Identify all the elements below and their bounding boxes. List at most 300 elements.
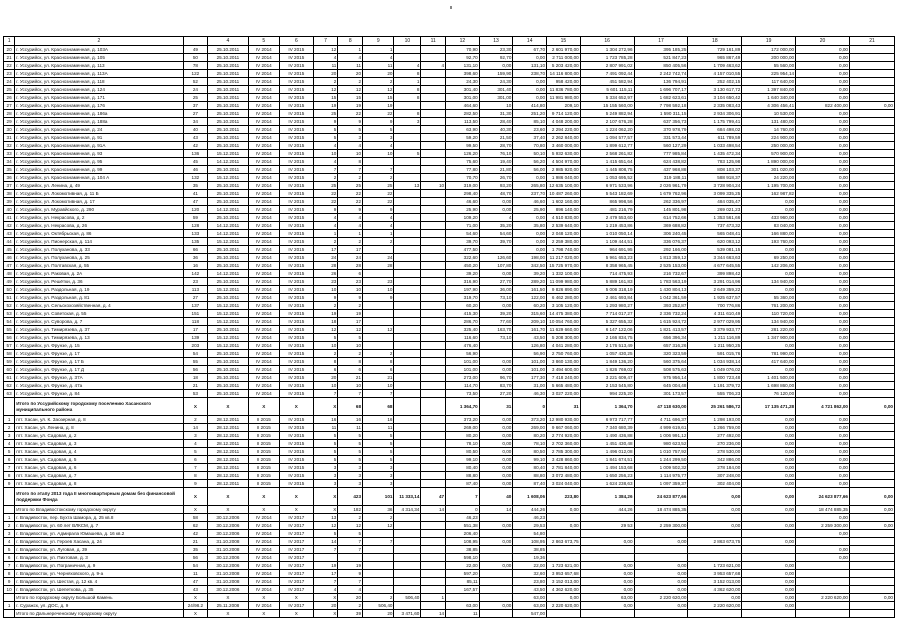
table-cell: 21,50 bbox=[479, 134, 513, 142]
table-cell: 965 867,49 bbox=[688, 54, 742, 62]
table-cell: 1 094 577,57 bbox=[580, 134, 634, 142]
table-cell: 114,70 bbox=[446, 382, 480, 390]
table-cell: 0,00 bbox=[479, 432, 513, 440]
table-cell: 2 259 380,00 bbox=[547, 238, 581, 246]
table-cell: 30.12.2006 bbox=[208, 530, 248, 538]
table-cell: 25.10.2011 bbox=[208, 358, 248, 366]
table-cell bbox=[421, 126, 446, 134]
table-cell: IV 2015 bbox=[280, 78, 314, 86]
table-cell: 5 249 882,94 bbox=[580, 110, 634, 118]
table-cell: X bbox=[183, 488, 208, 506]
table-cell: 23,80 bbox=[513, 578, 547, 586]
table-cell: IV 2015 bbox=[280, 334, 314, 342]
table-cell: 0,00 bbox=[796, 432, 850, 440]
table-cell: 19 bbox=[313, 310, 338, 318]
table-cell: 1 010 757,92 bbox=[634, 448, 688, 456]
table-cell: 24 bbox=[313, 254, 338, 262]
table-cell: 2 262 840,00 bbox=[547, 134, 581, 142]
table-cell: пгт. Хасан, ул. Садовая, д. 4 bbox=[15, 448, 183, 456]
table-cell: 60 bbox=[4, 366, 15, 374]
table-cell: 23 bbox=[4, 70, 15, 78]
table-cell: 20 bbox=[338, 70, 363, 78]
table-cell bbox=[394, 562, 421, 570]
table-row bbox=[4, 610, 895, 618]
table-cell: 193 760,00 bbox=[742, 238, 796, 246]
table-cell: 73,50 bbox=[446, 390, 480, 398]
table-cell: 36 bbox=[363, 506, 394, 514]
table-cell bbox=[394, 342, 421, 350]
table-cell: 2 336 732,24 bbox=[634, 310, 688, 318]
table-cell: 19 bbox=[313, 562, 338, 570]
table-cell: 7 bbox=[313, 390, 338, 398]
table-cell: IV 2015 bbox=[280, 302, 314, 310]
table-cell: 0,00 bbox=[796, 318, 850, 326]
table-cell: 198,00 bbox=[513, 254, 547, 262]
column-header: 17 bbox=[634, 37, 688, 46]
table-cell: IV 2015 bbox=[280, 110, 314, 118]
table-cell: 46,60 bbox=[446, 198, 480, 206]
table-cell: IV 2014 bbox=[248, 358, 279, 366]
table-cell: 22 bbox=[313, 190, 338, 198]
table-cell: 0,00 bbox=[547, 522, 581, 530]
table-cell: 964 691,95 bbox=[580, 246, 634, 254]
table-cell: 1 097 359,37 bbox=[634, 480, 688, 488]
table-cell: 5 bbox=[183, 448, 208, 456]
table-cell: г. Уссурийск, ул. Фрунзе, д. 47а bbox=[15, 382, 183, 390]
table-cell: 47 bbox=[183, 198, 208, 206]
table-cell: 0,00 bbox=[849, 506, 894, 514]
table-cell: IV 2015 bbox=[280, 134, 314, 142]
table-cell: 40,30 bbox=[479, 126, 513, 134]
table-cell: 52 bbox=[183, 78, 208, 86]
table-cell: 3 024 040,00 bbox=[547, 480, 581, 488]
table-cell: 0,00 bbox=[796, 262, 850, 270]
table-cell: IV 2015 bbox=[280, 382, 314, 390]
table-cell: IV 2014 bbox=[248, 578, 279, 586]
table-cell: 34 bbox=[183, 118, 208, 126]
table-cell: IV 2014 bbox=[248, 270, 279, 278]
table-cell: IV 2015 bbox=[280, 366, 314, 374]
table-cell bbox=[849, 142, 894, 150]
table-cell: г. Уссурийск, ул. Тимирязева, д. 37 bbox=[15, 326, 183, 334]
table-cell: 1 925 637,57 bbox=[688, 294, 742, 302]
table-cell bbox=[634, 546, 688, 554]
table-cell: г. Уссурийск, ул. Полтавская, д. 55 bbox=[15, 262, 183, 270]
table-cell: 0,00 bbox=[479, 522, 513, 530]
table-cell: 11 333,14 bbox=[394, 488, 421, 506]
table-cell bbox=[394, 480, 421, 488]
table-cell: 80,50 bbox=[446, 448, 480, 456]
table-cell: 2 bbox=[4, 424, 15, 432]
table-cell: 325,40 bbox=[446, 326, 480, 334]
table-cell: 2 750 760,00 bbox=[547, 350, 581, 358]
table-cell: 12 bbox=[313, 46, 338, 54]
table-cell: 9 bbox=[363, 118, 394, 126]
table-cell: 5 bbox=[313, 134, 338, 142]
table-cell: IV 2014 bbox=[248, 158, 279, 166]
table-cell: 1 640 340,00 bbox=[742, 94, 796, 102]
table-cell: 0,00 bbox=[742, 246, 796, 254]
table-cell: 0,00 bbox=[796, 78, 850, 86]
total-row bbox=[4, 488, 895, 506]
table-cell: 277 492,00 bbox=[688, 432, 742, 440]
table-row bbox=[4, 464, 895, 472]
table-cell bbox=[363, 342, 394, 350]
table-cell: 25.10.2011 bbox=[208, 118, 248, 126]
table-cell bbox=[849, 416, 894, 424]
table-cell: 0,00 bbox=[796, 118, 850, 126]
table-cell bbox=[313, 554, 338, 562]
table-cell: IV 2014 bbox=[248, 126, 279, 134]
table-cell: 5 932 630,00 bbox=[547, 150, 581, 158]
table-cell: 19,36 bbox=[513, 554, 547, 562]
table-cell: 0,00 bbox=[796, 86, 850, 94]
table-cell: IV 2017 bbox=[280, 562, 314, 570]
table-cell: 1 006 991,12 bbox=[634, 432, 688, 440]
table-cell: 289,20 bbox=[513, 278, 547, 286]
table-cell: г. Уссурийск, ул. Краснознаменная, д. 93 bbox=[15, 150, 183, 158]
table-cell: 56 bbox=[183, 366, 208, 374]
table-cell: 0,00 bbox=[849, 522, 894, 530]
table-cell: II 2015 bbox=[248, 416, 279, 424]
column-header: 4 bbox=[208, 37, 248, 46]
table-cell: 1 494 153,68 bbox=[580, 464, 634, 472]
table-cell: 1 bbox=[313, 230, 338, 238]
table-cell: 25 261 586,72 bbox=[688, 398, 742, 416]
table-cell bbox=[479, 342, 513, 350]
table-cell: IV 2014 bbox=[248, 602, 279, 610]
table-cell bbox=[421, 562, 446, 570]
table-cell bbox=[421, 94, 446, 102]
table-cell: 137 bbox=[183, 302, 208, 310]
table-cell: 4 999 619,61 bbox=[634, 424, 688, 432]
table-cell: 92,70 bbox=[446, 54, 480, 62]
table-cell: г. Уссурийск, ул. Октябрьская, д. 86 bbox=[15, 230, 183, 238]
column-header: 7 bbox=[313, 37, 338, 46]
table-cell: 3 860 130,00 bbox=[547, 358, 581, 366]
table-cell: 142 bbox=[183, 270, 208, 278]
table-cell bbox=[421, 230, 446, 238]
table-cell: 2 bbox=[363, 514, 394, 522]
table-cell: 1 430 804,13 bbox=[634, 286, 688, 294]
table-cell bbox=[796, 538, 850, 546]
table-cell: X bbox=[248, 610, 279, 618]
table-cell bbox=[421, 278, 446, 286]
table-row bbox=[4, 530, 895, 538]
table-cell: IV 2014 bbox=[248, 46, 279, 54]
table-cell: 2 bbox=[4, 522, 15, 530]
table-cell: 0,00 bbox=[742, 602, 796, 610]
table-cell: 28.12.2011 bbox=[208, 480, 248, 488]
table-cell bbox=[421, 222, 446, 230]
table-cell bbox=[394, 382, 421, 390]
table-cell bbox=[479, 554, 513, 562]
table-cell: 0,00 bbox=[742, 522, 796, 530]
table-cell: 19 bbox=[338, 562, 363, 570]
table-cell: 0,00 bbox=[796, 310, 850, 318]
table-cell: 7 bbox=[338, 578, 363, 586]
table-cell bbox=[849, 86, 894, 94]
table-cell: г. Уссурийск, ул. Раздольная, д. 19 bbox=[15, 286, 183, 294]
table-cell: II 2015 bbox=[248, 424, 279, 432]
table-cell: X bbox=[208, 594, 248, 602]
table-cell: 555 706,23 bbox=[688, 390, 742, 398]
table-row bbox=[4, 382, 895, 390]
table-cell bbox=[849, 70, 894, 78]
table-cell: 4 314,34 bbox=[394, 506, 421, 514]
table-cell: 0,00 bbox=[796, 62, 850, 70]
table-cell bbox=[479, 530, 513, 538]
table-cell: 126,80 bbox=[513, 342, 547, 350]
table-row bbox=[4, 546, 895, 554]
table-cell: 269,00 bbox=[446, 424, 480, 432]
table-cell bbox=[421, 214, 446, 222]
table-cell: 209,10 bbox=[547, 102, 581, 110]
table-cell: IV 2015 bbox=[280, 342, 314, 350]
column-header: 5 bbox=[248, 37, 279, 46]
table-cell: 822 400,00 bbox=[796, 102, 850, 110]
table-cell: 16 bbox=[313, 416, 338, 424]
table-cell: IV 2014 bbox=[248, 150, 279, 158]
table-cell: 22,00 bbox=[446, 562, 480, 570]
table-cell: 0,00 bbox=[796, 334, 850, 342]
table-cell: 301,40 bbox=[446, 86, 480, 94]
table-cell: IV 2017 bbox=[280, 578, 314, 586]
table-cell: 15.12.2011 bbox=[208, 174, 248, 182]
table-cell bbox=[580, 514, 634, 522]
table-cell: 620 093,12 bbox=[688, 238, 742, 246]
table-cell: X bbox=[183, 398, 208, 416]
table-cell: 11 629 660,00 bbox=[547, 326, 581, 334]
table-cell: IV 2014 bbox=[248, 538, 279, 546]
table-cell: 2 bbox=[338, 174, 363, 182]
table-cell: 49 bbox=[183, 46, 208, 54]
table-cell: IV 2015 bbox=[280, 62, 314, 70]
column-header: 18 bbox=[688, 37, 742, 46]
table-cell: II 2015 bbox=[248, 448, 279, 456]
table-cell: 51 bbox=[4, 294, 15, 302]
table-cell: 0,00 bbox=[479, 424, 513, 432]
table-cell: 12 bbox=[363, 326, 394, 334]
table-cell: 370 978,79 bbox=[634, 126, 688, 134]
table-cell bbox=[394, 318, 421, 326]
column-header: 8 bbox=[338, 37, 363, 46]
table-cell bbox=[849, 456, 894, 464]
table-cell: 25 bbox=[338, 182, 363, 190]
table-cell: 22,00 bbox=[513, 562, 547, 570]
table-cell: 69 250,00 bbox=[742, 254, 796, 262]
table-cell: 5 bbox=[338, 440, 363, 448]
table-cell: 63,00 bbox=[446, 602, 480, 610]
table-cell: IV 2015 bbox=[280, 432, 314, 440]
table-cell: IV 2015 bbox=[280, 118, 314, 126]
table-cell: 777 985,84 bbox=[634, 150, 688, 158]
table-cell bbox=[421, 586, 446, 594]
table-row bbox=[4, 270, 895, 278]
table-cell: 117 640,00 bbox=[742, 78, 796, 86]
table-cell: 0,00 bbox=[688, 506, 742, 514]
table-cell: г. Уссурийск, ул. Ленина, д. 49 bbox=[15, 182, 183, 190]
table-cell: 9 bbox=[338, 118, 363, 126]
table-cell: 265,80 bbox=[513, 182, 547, 190]
table-cell: IV 2015 bbox=[280, 54, 314, 62]
table-cell: 28.12.2011 bbox=[208, 432, 248, 440]
table-cell: г. Владивосток, ул. Шестая, д. 12 кв. 4 bbox=[15, 578, 183, 586]
table-cell bbox=[421, 198, 446, 206]
table-cell: 0,00 bbox=[479, 562, 513, 570]
table-cell: IV 2014 bbox=[248, 254, 279, 262]
table-cell: 50,10 bbox=[513, 150, 547, 158]
table-cell: 451 582,94 bbox=[580, 78, 634, 86]
table-cell: 0,00 bbox=[796, 238, 850, 246]
table-cell bbox=[363, 158, 394, 166]
table-cell: 547,00 bbox=[513, 610, 547, 618]
column-header: 10 bbox=[394, 37, 421, 46]
table-cell bbox=[849, 62, 894, 70]
table-cell: IV 2014 bbox=[248, 230, 279, 238]
table-cell: 1 033 498,54 bbox=[688, 142, 742, 150]
table-cell: г. Уссурийск, ул. Краснознаменная, д. 91 bbox=[15, 134, 183, 142]
table-cell: г. Владивосток, ул. Пограничная, д. 9 bbox=[15, 562, 183, 570]
table-body bbox=[4, 37, 895, 618]
table-cell: IV 2014 bbox=[248, 278, 279, 286]
table-cell: пгт. Хасан, ул. Садовая, д. 2 bbox=[15, 432, 183, 440]
table-cell: 28.12.2011 bbox=[208, 448, 248, 456]
table-cell: 96,70 bbox=[479, 374, 513, 382]
table-cell: IV 2015 bbox=[280, 174, 314, 182]
table-cell: 24 220,00 bbox=[742, 174, 796, 182]
table-cell bbox=[421, 54, 446, 62]
table-cell: 18 474 885,35 bbox=[796, 506, 850, 514]
table-cell bbox=[394, 262, 421, 270]
table-cell bbox=[421, 382, 446, 390]
table-cell: 31.10.2008 bbox=[208, 570, 248, 578]
table-cell: 41 bbox=[4, 214, 15, 222]
table-cell: IV 2015 bbox=[280, 214, 314, 222]
table-cell: 20 bbox=[363, 610, 394, 618]
table-cell bbox=[394, 198, 421, 206]
table-cell: г. Уссурийск, ул. Советская, д. 55 bbox=[15, 310, 183, 318]
table-cell: 28.12.2011 bbox=[208, 456, 248, 464]
table-cell bbox=[421, 286, 446, 294]
table-row bbox=[4, 198, 895, 206]
table-cell: IV 2015 bbox=[280, 166, 314, 174]
table-cell: 25.10.2011 bbox=[208, 262, 248, 270]
table-cell: 624 438,82 bbox=[634, 158, 688, 166]
table-row bbox=[4, 278, 895, 286]
table-cell bbox=[394, 570, 421, 578]
table-cell: IV 2015 bbox=[280, 238, 314, 246]
table-cell bbox=[547, 554, 581, 562]
table-cell: 20 bbox=[363, 70, 394, 78]
table-cell bbox=[421, 238, 446, 246]
table-cell: 4 bbox=[363, 214, 394, 222]
table-cell: 1 679 762,96 bbox=[634, 190, 688, 198]
table-cell: 23 bbox=[313, 278, 338, 286]
table-cell: 28,70 bbox=[479, 142, 513, 150]
table-cell: 0,00 bbox=[479, 198, 513, 206]
table-cell: 56,90 bbox=[513, 350, 547, 358]
table-cell: 0,00 bbox=[742, 488, 796, 506]
table-cell: 737 473,32 bbox=[688, 222, 742, 230]
table-cell: Итого по городскому округу Большой Камень bbox=[15, 594, 183, 602]
table-cell: 0,00 bbox=[796, 54, 850, 62]
table-cell: 0,00 bbox=[634, 586, 688, 594]
table-cell: 3 bbox=[313, 464, 338, 472]
table-cell: IV 2015 bbox=[280, 222, 314, 230]
table-cell bbox=[849, 78, 894, 86]
table-cell: 1 401 500,00 bbox=[742, 374, 796, 382]
table-cell: 54 bbox=[183, 350, 208, 358]
table-cell bbox=[421, 358, 446, 366]
table-cell bbox=[479, 610, 513, 618]
table-row bbox=[4, 586, 895, 594]
table-cell: IV 2014 bbox=[248, 342, 279, 350]
table-cell: 4 711 696,37 bbox=[634, 416, 688, 424]
table-cell: 0,00 bbox=[479, 480, 513, 488]
table-cell bbox=[421, 70, 446, 78]
table-cell: 0,00 bbox=[796, 546, 850, 554]
table-cell: 11 bbox=[363, 62, 394, 70]
table-cell: 0,00 bbox=[796, 440, 850, 448]
table-cell: 35 bbox=[183, 182, 208, 190]
table-cell: 21 bbox=[363, 374, 394, 382]
column-header: 11 bbox=[421, 37, 446, 46]
table-cell: IV 2014 bbox=[248, 142, 279, 150]
table-cell: 7 bbox=[4, 464, 15, 472]
table-cell: 508 575,63 bbox=[634, 366, 688, 374]
table-cell: 53 bbox=[183, 390, 208, 398]
table-row bbox=[4, 522, 895, 530]
table-cell: 9 714 120,00 bbox=[547, 110, 581, 118]
table-cell: 0,00 bbox=[513, 214, 547, 222]
table-cell: 15 155 560,00 bbox=[580, 102, 634, 110]
table-cell: 80,20 bbox=[513, 432, 547, 440]
table-cell: 0,00 bbox=[796, 514, 850, 522]
table-cell: 1 266 759,00 bbox=[688, 424, 742, 432]
table-cell: 2 781 840,00 bbox=[547, 464, 581, 472]
table-cell: 19 bbox=[313, 102, 338, 110]
table-cell: IV 2014 bbox=[248, 310, 279, 318]
table-cell: 1 bbox=[338, 230, 363, 238]
table-cell: 588 918,37 bbox=[688, 174, 742, 182]
table-cell: 30.12.2006 bbox=[208, 586, 248, 594]
table-cell: 598,10 bbox=[446, 554, 480, 562]
column-header: 21 bbox=[849, 37, 894, 46]
table-cell: 656 396,34 bbox=[634, 334, 688, 342]
table-cell bbox=[849, 110, 894, 118]
table-cell: 0,00 bbox=[742, 562, 796, 570]
table-cell: 0,00 bbox=[513, 78, 547, 86]
table-cell: 342,50 bbox=[513, 262, 547, 270]
table-cell: 5 543 182,69 bbox=[580, 190, 634, 198]
table-row bbox=[4, 158, 895, 166]
table-cell: 7 798 592,18 bbox=[634, 102, 688, 110]
table-cell bbox=[849, 440, 894, 448]
table-cell: 131,10 bbox=[446, 62, 480, 70]
table-cell: 60,20 bbox=[446, 302, 480, 310]
table-cell bbox=[363, 586, 394, 594]
table-cell: 1 696 707,17 bbox=[634, 86, 688, 94]
table-cell: IV 2015 bbox=[280, 374, 314, 382]
table-cell: 17 bbox=[183, 326, 208, 334]
table-cell bbox=[849, 174, 894, 182]
table-cell: 1 364,70 bbox=[580, 398, 634, 416]
table-cell bbox=[742, 514, 796, 522]
table-cell: IV 2015 bbox=[280, 318, 314, 326]
column-header: 9 bbox=[363, 37, 394, 46]
table-cell: г. Уссурийск, ул. Решётки, д. 36 bbox=[15, 278, 183, 286]
